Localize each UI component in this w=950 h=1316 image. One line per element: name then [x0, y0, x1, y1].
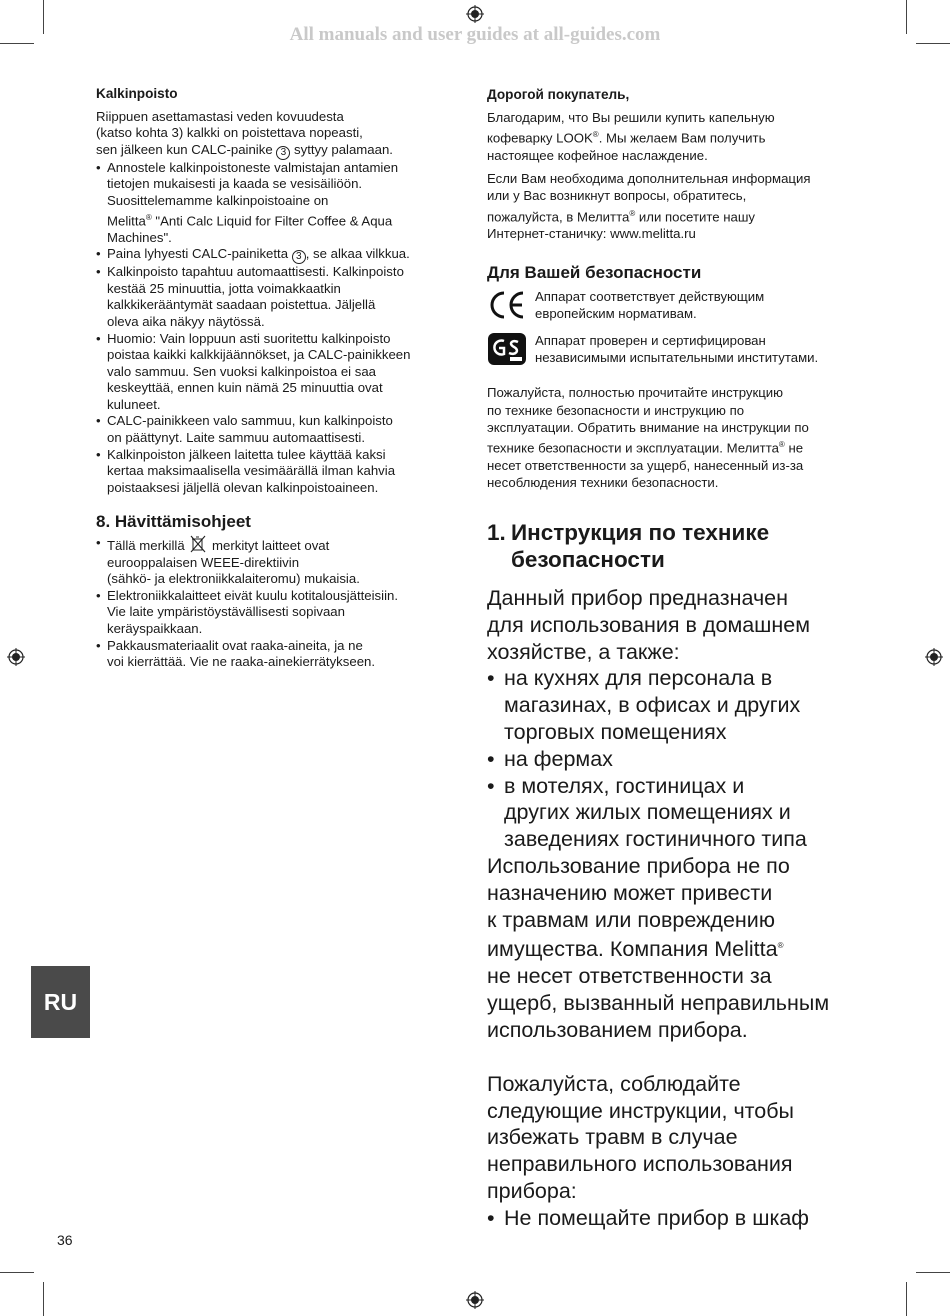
section-title-descaling: Kalkinpoisto	[96, 86, 178, 101]
list-item: • Elektroniikkalaitteet eivät kuulu kotitalousjätteisiin. Vie laite ympäristöystävällisesti sopivaan keräyspaikkaan.	[96, 588, 458, 638]
gs-mark-text: Аппарат проверен и сертифицирован независимыми испытательными институтами.	[535, 333, 819, 366]
list-item: • Annostele kalkinpoistoneste valmistajan antamien tietojen mukaisesti ja kaada se vesisäiliöön. Suosittelemamme kalkinpoistoaine on Melitta® "Anti Calc Liquid for Filter Coffee & Aqua Machines".	[96, 160, 458, 246]
ce-mark-text: Аппарат соответствует действующим европейским нормативам.	[535, 288, 765, 321]
section-title-disposal: 8. Hävittämisohjeet	[96, 512, 251, 532]
list-item: • на фермах	[487, 746, 859, 773]
gs-mark-row	[487, 332, 859, 366]
descaling-intro: Riippuen asettamastasi veden kovuudesta (katso kohta 3) kalkki on poistettava nopeasti, sen jälkeen kun CALC-painike 3 syttyy palamaan.	[96, 108, 393, 158]
crop-mark	[916, 1272, 950, 1273]
list-item: • Kalkinpoiston jälkeen laitetta tulee käyttää kaksi kertaa maksimaalisella vesimäärällä ilman kahvia poistaaksesi jäljellä olevan kalkinpoistoaineen.	[96, 447, 458, 497]
section-title-safety-instructions	[487, 519, 859, 573]
list-item: • Pakkausmateriaalit ovat raaka-aineita, ja ne voi kierrättää. Vie ne raaka-ainekierrätykseen.	[96, 638, 458, 671]
intended-use-paragraph: Данный прибор предназначен для использования в домашнем хозяйстве, а также:	[487, 586, 811, 664]
registration-mark-icon	[466, 5, 484, 23]
crop-mark	[906, 1282, 907, 1316]
descaling-list	[96, 160, 458, 497]
language-tab: RU	[31, 966, 90, 1038]
list-item: • Kalkinpoisto tapahtuu automaattisesti. Kalkinpoisto kestää 25 minuuttia, jotta voimakkaatkin kalkkikerääntymät saadaan poistettua. Jäljellä oleva aika näkyy näytössä.	[96, 264, 458, 330]
list-item: • CALC-painikkeen valo sammuu, kun kalkinpoisto on päättynyt. Laite sammuu automaattisesti.	[96, 413, 458, 446]
greeting-title: Дорогой покупатель,	[487, 87, 630, 102]
safety-paragraph: Пожалуйста, полностью прочитайте инструкцию по технике безопасности и инструкцию по эксплуатации. Обратить внимание на инструкции по технике безопасности и эксплуатации. Мелитта® не несет ответственности за ущерб, нанесенный из-за несоблюдения техники безопасности.	[487, 385, 809, 490]
list-item: • Tällä merkillä merkityt laitteet ovat eurooppalaisen WEEE-direktiivin (sähkö- ja elektroniikkalaiteromu) mukaisia.	[96, 535, 458, 588]
spacer	[487, 1044, 859, 1071]
ce-mark-row	[487, 288, 859, 322]
ce-mark-icon	[487, 288, 527, 322]
section-number: 1.	[487, 520, 506, 546]
list-item: • в мотелях, гостиницах и других жилых помещениях и заведениях гостиничного типа	[487, 773, 859, 853]
greeting-paragraph: Благодарим, что Вы решили купить капельную кофеварку LOOK®. Мы желаем Вам получить настоящее кофейное наслаждение.	[487, 110, 775, 163]
weee-bin-icon	[190, 535, 206, 553]
list-item: • Paina lyhyesti CALC-painiketta 3 , se alkaa vilkkua.	[96, 246, 458, 264]
crop-mark	[0, 1272, 34, 1273]
page-number: 36	[57, 1232, 73, 1248]
list-item: • Huomio: Vain loppuun asti suoritettu kalkinpoisto poistaa kaikki kalkkijäännökset, ja CALC-painikkeen valo sammuu. Sen vuoksi kalkinpoistoa ei saa keskeyttää, ennen kuin nämä 25 minuuttia ovat kuluneet.	[96, 331, 458, 414]
intended-use-list	[487, 665, 859, 853]
contact-paragraph: Если Вам необходима дополнительная информация или у Вас возникнут вопросы, обратитесь, пожалуйста, в Мелитта® или посетите нашу Интернет-станичку: www.melitta.ru	[487, 171, 811, 242]
disposal-list	[96, 535, 458, 671]
crop-mark	[43, 1282, 44, 1316]
watermark: All manuals and user guides at all-guides.com	[289, 24, 661, 45]
registration-mark-icon	[925, 648, 943, 666]
circled-number-3: 3	[292, 250, 306, 264]
circled-number-3: 3	[276, 146, 290, 160]
section-title-safety: Для Вашей безопасности	[487, 263, 702, 283]
gs-mark-icon	[487, 332, 527, 366]
list-item: • на кухнях для персонала в магазинах, в офисах и других торговых помещениях	[487, 665, 859, 745]
list-item: • Не помещайте прибор в шкаф	[487, 1205, 859, 1232]
follow-instructions-paragraph: Пожалуйста, соблюдайте следующие инструкции, чтобы избежать травм в случае неправильного использования прибора:	[487, 1071, 794, 1203]
left-column	[96, 86, 458, 671]
instructions-list	[487, 1205, 859, 1232]
section-title-text: Инструкция по технике безопасности	[511, 520, 770, 573]
right-column	[487, 86, 859, 1232]
liability-paragraph: Использование прибора не по назначению может привести к травмам или повреждению имущества. Компания Melitta® не несет ответственности за ущерб, вызванный неправильным использованием прибора.	[487, 854, 830, 1042]
registration-mark-icon	[466, 1291, 484, 1309]
large-print-text	[487, 585, 859, 1231]
registration-mark-icon	[7, 648, 25, 666]
